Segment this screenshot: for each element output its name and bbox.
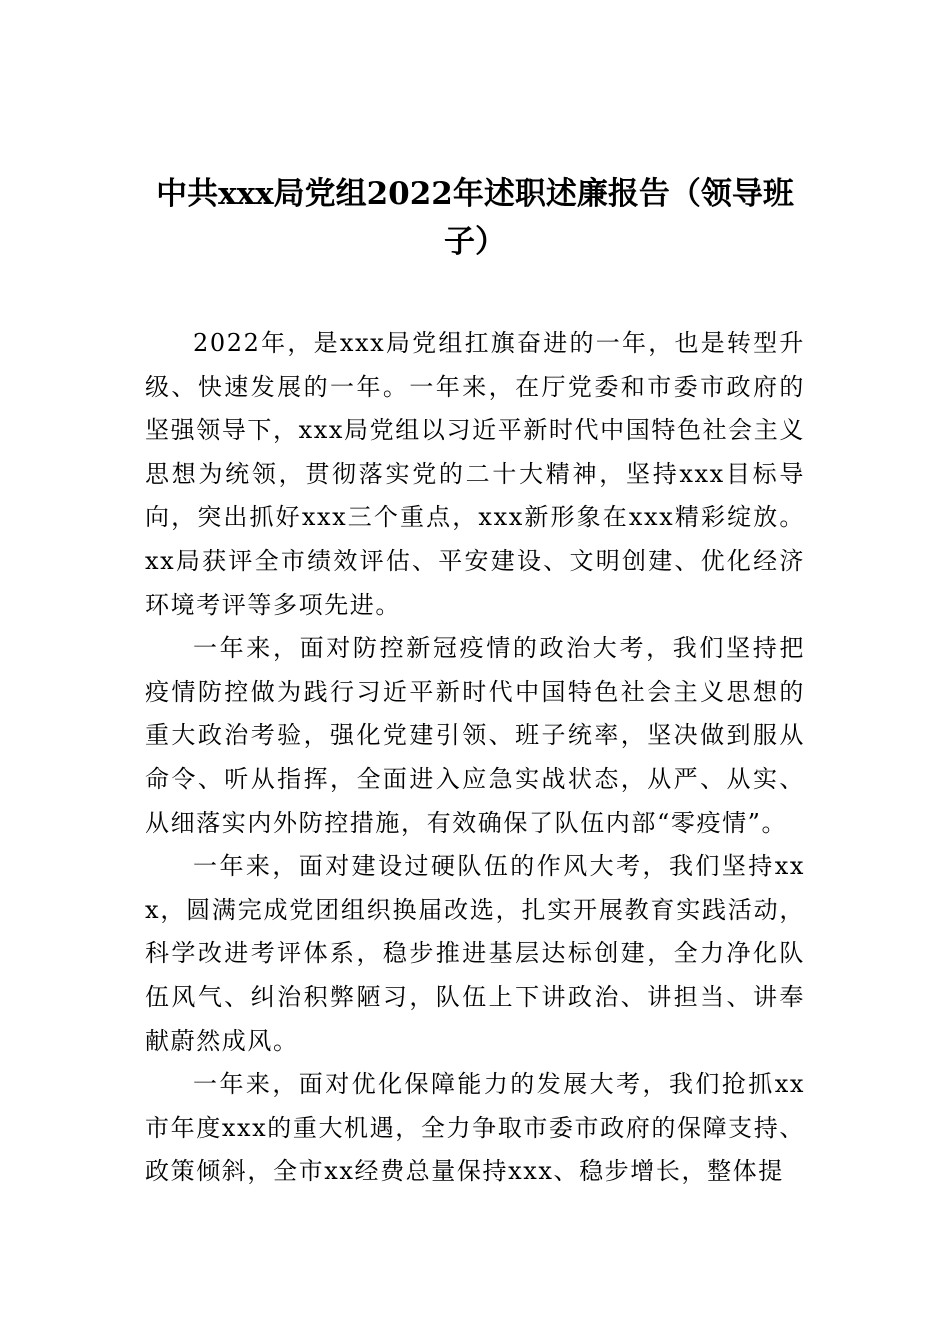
paragraph: 一年来，面对防控新冠疫情的政治大考，我们坚持把疫情防控做为践行习近平新时代中国特色社会主义思想的重大政治考验，强化党建引领、班子统率，坚决做到服从命令、听从指挥，全面进入应急实战状态，从严、从实、从细落实内外防控措施，有效确保了队伍内部“零疫情”。 — [145, 634, 805, 837]
paragraph: 一年来，面对建设过硬队伍的作风大考，我们坚持xxx，圆满完成党团组织换届改选，扎实开展教育实践活动，科学改进考评体系，稳步推进基层达标创建，全力净化队伍风气、纠治积弊陋习，队伍上下讲政治、讲担当、讲奉献蔚然成风。 — [145, 852, 805, 1055]
document-title: 中共xxx局党组2022年述职述廉报告（领导班子） — [156, 176, 794, 260]
paragraph: 2022年，是xxx局党组扛旗奋进的一年，也是转型升级、快速发展的一年。一年来，在厅党委和市委市政府的坚强领导下，xxx局党组以习近平新时代中国特色社会主义思想为统领，贯彻落实党的二十大精神，坚持xxx目标导向，突出抓好xxx三个重点，xxx新形象在xxx精彩绽放。xx局获评全市绩效评估、平安建设、文明创建、优化经济环境考评等多项先进。 — [145, 329, 805, 619]
document-body — [145, 322, 805, 1194]
paragraph: 一年来，面对优化保障能力的发展大考，我们抢抓xx市年度xxx的重大机遇，全力争取市委市政府的保障支持、政策倾斜，全市xx经费总量保持xxx、稳步增长，整体提 — [145, 1070, 805, 1186]
